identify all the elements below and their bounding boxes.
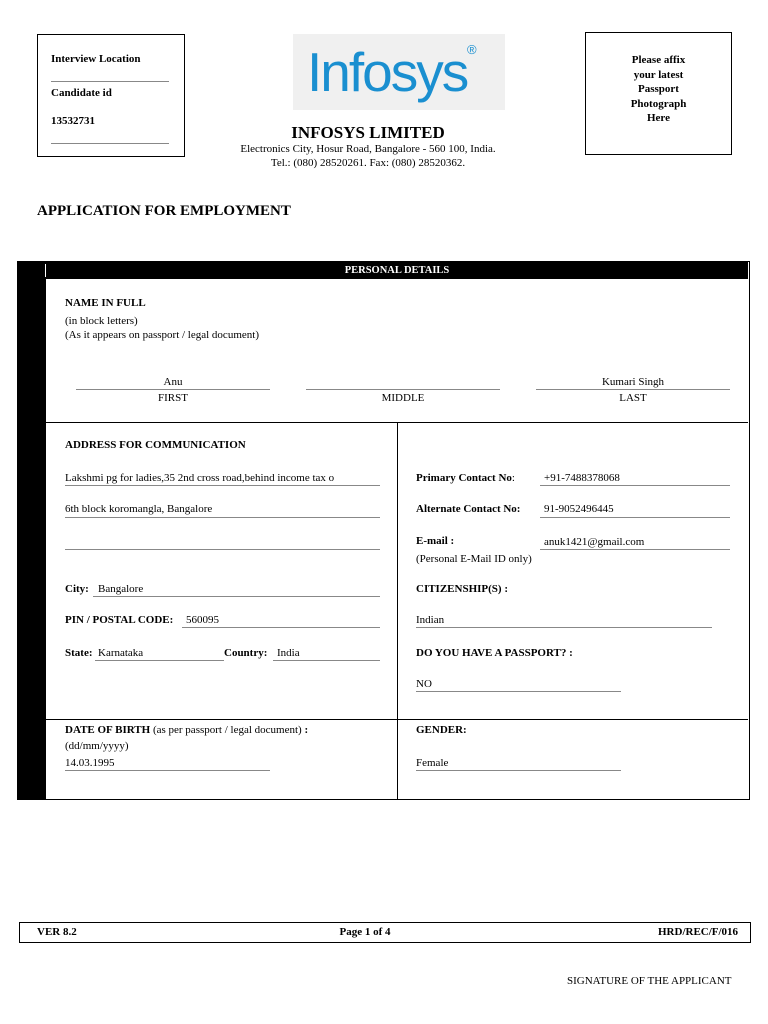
email-hint: (Personal E-Mail ID only) (416, 553, 532, 565)
logo-registered-mark: ® (467, 42, 477, 57)
candidate-id-value: 13532731 (51, 115, 95, 127)
gender-underline (416, 770, 621, 771)
dob-colon: : (301, 724, 309, 736)
company-address: Electronics City, Hosur Road, Bangalore - 560 100, India. (240, 143, 496, 155)
signature-label: SIGNATURE OF THE APPLICANT (567, 975, 732, 987)
address-line-2[interactable]: 6th block koromangla, Bangalore (65, 503, 213, 515)
company-logo (293, 34, 505, 110)
address-line-1-underline (65, 485, 380, 486)
left-black-band (18, 262, 46, 799)
state-value[interactable]: Karnataka (98, 647, 144, 659)
dob-label: DATE OF BIRTH (65, 724, 151, 736)
city-label: City: (65, 583, 89, 595)
email-label: E-mail : (416, 535, 455, 547)
last-name-label: LAST (619, 392, 647, 404)
section-title: PERSONAL DETAILS (344, 265, 450, 276)
logo-wordmark: Infosys (307, 41, 468, 103)
interview-location-label: Interview Location (51, 53, 141, 65)
passport-label: DO YOU HAVE A PASSPORT? : (416, 647, 573, 659)
name-hint-passport: (As it appears on passport / legal document) (65, 329, 259, 341)
country-label: Country: (224, 647, 268, 659)
passport-underline (416, 691, 621, 692)
address-line-3-underline (65, 549, 380, 550)
company-phone: Tel.: (080) 28520261. Fax: (080) 28520362. (270, 157, 466, 169)
address-label: ADDRESS FOR COMMUNICATION (65, 439, 246, 451)
dob-hint: (as per passport / legal document) (152, 724, 302, 736)
name-label: NAME IN FULL (65, 297, 146, 309)
primary-contact-underline (540, 485, 730, 486)
pin-value[interactable]: 560095 (186, 614, 219, 626)
photo-box-line: Here (646, 112, 670, 125)
first-name-value[interactable]: Anu (163, 376, 183, 388)
photo-box-line: your latest (633, 68, 684, 81)
alternate-contact-value[interactable]: 91-9052496445 (544, 503, 614, 515)
gender-label: GENDER: (416, 724, 467, 736)
primary-contact-value[interactable]: +91-7488378068 (544, 472, 620, 484)
country-value[interactable]: India (277, 647, 300, 659)
email-value[interactable]: anuk1421@gmail.com (544, 536, 645, 548)
footer-page: Page 1 of 4 (339, 926, 391, 938)
first-name-label: FIRST (158, 392, 188, 404)
last-name-value[interactable]: Kumari Singh (601, 376, 665, 388)
primary-contact-label (416, 472, 515, 484)
country-underline (273, 660, 380, 661)
interview-location-line (51, 81, 169, 82)
alternate-contact-label: Alternate Contact No: (416, 503, 521, 515)
primary-contact-colon: : (511, 472, 515, 484)
candidate-id-label: Candidate id (51, 87, 112, 99)
photo-box-line: Photograph (630, 97, 687, 110)
photo-box-line: Passport (638, 83, 679, 96)
city-value[interactable]: Bangalore (98, 583, 144, 595)
dob-value[interactable]: 14.03.1995 (65, 757, 115, 769)
primary-contact-label-text: Primary Contact No (416, 472, 512, 484)
photo-box (585, 32, 732, 155)
name-hint-block-letters: (in block letters) (65, 315, 138, 327)
company-name: INFOSYS LIMITED (291, 123, 445, 142)
photo-box-line: Please affix (631, 54, 686, 66)
pin-underline (182, 627, 380, 628)
last-name-line (536, 389, 730, 390)
state-underline (95, 660, 224, 661)
dob-underline (65, 770, 270, 771)
address-line-2-underline (65, 517, 380, 518)
city-underline (93, 596, 380, 597)
passport-value[interactable]: NO (416, 678, 432, 690)
dob-format: (dd/mm/yyyy) (65, 740, 129, 752)
citizenship-underline (416, 627, 712, 628)
gender-value[interactable]: Female (416, 757, 449, 769)
divider-vertical (397, 422, 398, 799)
footer-version: VER 8.2 (37, 926, 77, 938)
candidate-id-line (51, 143, 169, 144)
alternate-contact-underline (540, 517, 730, 518)
address-line-1[interactable]: Lakshmi pg for ladies,35 2nd cross road,behind income tax o (65, 472, 335, 484)
email-underline (540, 549, 730, 550)
form-title: APPLICATION FOR EMPLOYMENT (37, 203, 291, 219)
citizenship-label: CITIZENSHIP(S) : (416, 583, 508, 595)
first-name-line (76, 389, 270, 390)
pin-label: PIN / POSTAL CODE: (65, 614, 174, 626)
citizenship-value[interactable]: Indian (416, 614, 445, 626)
middle-name-label: MIDDLE (381, 392, 425, 404)
footer-code: HRD/REC/F/016 (658, 926, 739, 938)
middle-name-line (306, 389, 500, 390)
state-label: State: (65, 647, 93, 659)
dob-label-row (65, 724, 308, 736)
